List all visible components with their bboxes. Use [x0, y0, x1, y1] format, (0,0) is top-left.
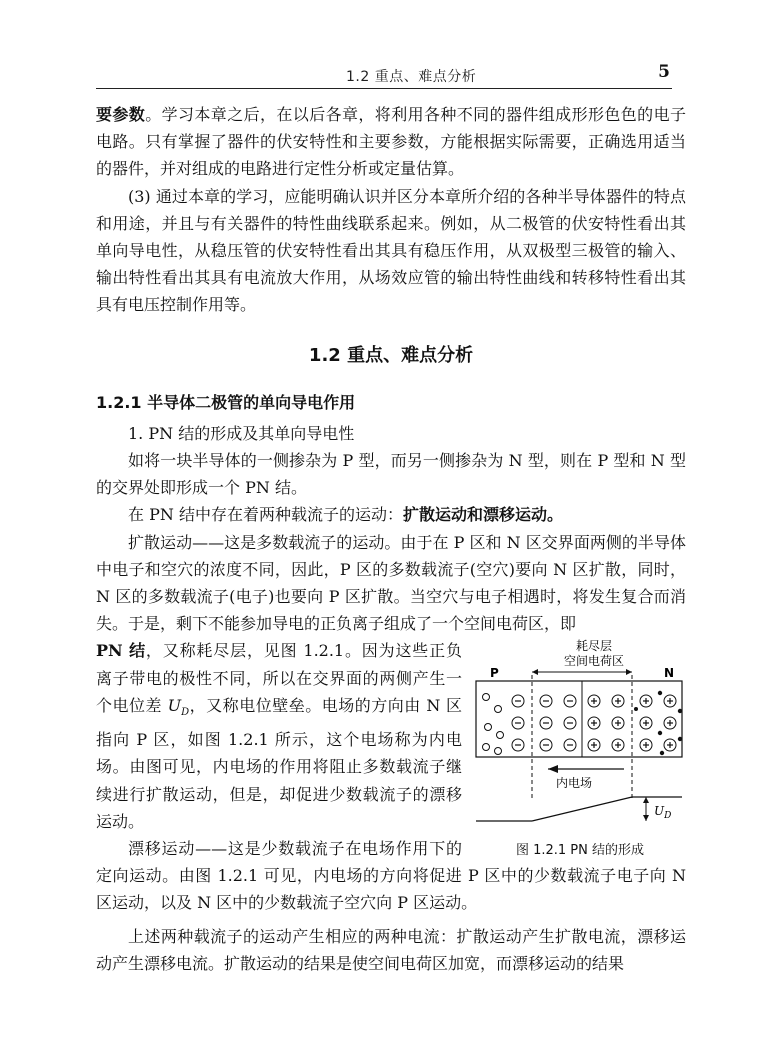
item-1-heading: 1. PN 结的形成及其单向导电性 [128, 423, 355, 443]
arrow-left-icon [532, 669, 538, 675]
paragraph-4-bold: 扩散运动和漂移运动。 [402, 505, 563, 525]
label-ud: $U_D$ [654, 804, 672, 822]
label-p-region: P [490, 666, 499, 681]
paragraph-1-bold: 要参数 [96, 105, 146, 124]
paragraph-4 [96, 501, 686, 528]
label-depletion-2: 空间电荷区 [563, 654, 625, 669]
paragraph-7: 漂移运动——这是少数载流子在电场作用下的定向运动。由图 1.2.1 可见，内电场的方向将促进 P 区中的少数载流子电子向 N 区运动，以及 N 区中的少数载流子空穴向 P 区运动。 [96, 839, 686, 913]
paragraph-3: 如将一块半导体的一侧掺杂为 P 型，而另一侧掺杂为 N 型，则在 P 型和 N 型的交界处即形成一个 PN 结。 [96, 451, 686, 498]
paragraph-6-text-a: ，又称耗尽层，见图 1.2.1。因为这些正负离子带电的极性不同，所以在交界面的两侧产生一个电位差 [96, 641, 462, 715]
page-number: 5 [658, 62, 670, 82]
field-arrow-icon [548, 765, 558, 773]
header-title: 1.2 重点、难点分析 [346, 69, 477, 85]
paragraph-2: (3) 通过本章的学习，应能明确认识并区分本章所介绍的各种半导体器件的特点和用途，并且与有关器件的特性曲线联系起来。例如，从二极管的伏安特性看出其单向导电性，从稳压管的伏安特性看出其具有稳压作用，从双极型三极管的输入、输出特性看出其具有电流放大作用，从场效应管的输出特性曲线和转移特性看出其具有电压控制作用等。 [96, 186, 686, 315]
potential-slope [532, 797, 632, 821]
electrons-n-region [634, 691, 682, 755]
paragraph-1-text: 。学习本章之后，在以后各章，将利用各种不同的器件组成形形色色的电子电路。只有掌握了器件的伏安特性和主要参数，方能根据实际需要，正确选用适当的器件，并对组成的电路进行定性分析或定量估算。 [96, 105, 686, 179]
label-depletion-1: 耗尽层 [575, 639, 613, 654]
figure-caption: 图 1.2.1 PN 结的形成 [515, 843, 645, 859]
pn-junction-diagram [474, 639, 686, 839]
section-title: 1.2 重点、难点分析 [308, 344, 474, 366]
paragraph-5: 扩散运动——这是多数载流子的运动。由于在 P 区和 N 区交界面两侧的半导体中电子和空穴的浓度不同，因此，P 区的多数载流子(空穴)要向 N 区扩散，同时，N 区的多数载流子(电子)也要向 P 区扩散。当空穴与电子相遇时，将发生复合而消失。于是，剩下不能参加导电的正负离子组成了一个空间电荷区，即 [96, 532, 686, 634]
figure-pn-junction [474, 639, 686, 861]
paragraph-8: 上述两种载流子的运动产生相应的两种电流：扩散运动产生扩散电流，漂移运动产生漂移电流。扩散运动的结果是使空间电荷区加宽，而漂移运动的结果 [96, 926, 686, 973]
arrow-right-icon [626, 669, 632, 675]
body-text [96, 101, 686, 977]
label-inner-field: 内电场 [555, 776, 593, 791]
label-n-region: N [664, 666, 675, 681]
subsection-title: 1.2.1 半导体二极管的单向导电作用 [96, 392, 356, 412]
ud-arrow-up-icon [643, 797, 649, 803]
paragraph-4-text: 在 PN 结中存在着两种载流子的运动： [128, 505, 403, 525]
symbol-ud: $U_D$ [167, 695, 190, 719]
running-header [96, 62, 672, 89]
paragraph-6-text-b: ，又称电位壁垒。电场的方向由 N 区指向 P 区，如图 1.2.1 所示，这个电场称为内电场。由图可见，内电场的作用将阻止多数载流子继续进行扩散运动，但是，却促进少数载流子的漂移运动。 [96, 695, 462, 831]
ud-arrow-down-icon [643, 815, 649, 821]
paragraph-6-bold: PN 结 [96, 641, 146, 661]
holes-p-region [483, 694, 504, 755]
paragraph-1 [96, 101, 686, 183]
